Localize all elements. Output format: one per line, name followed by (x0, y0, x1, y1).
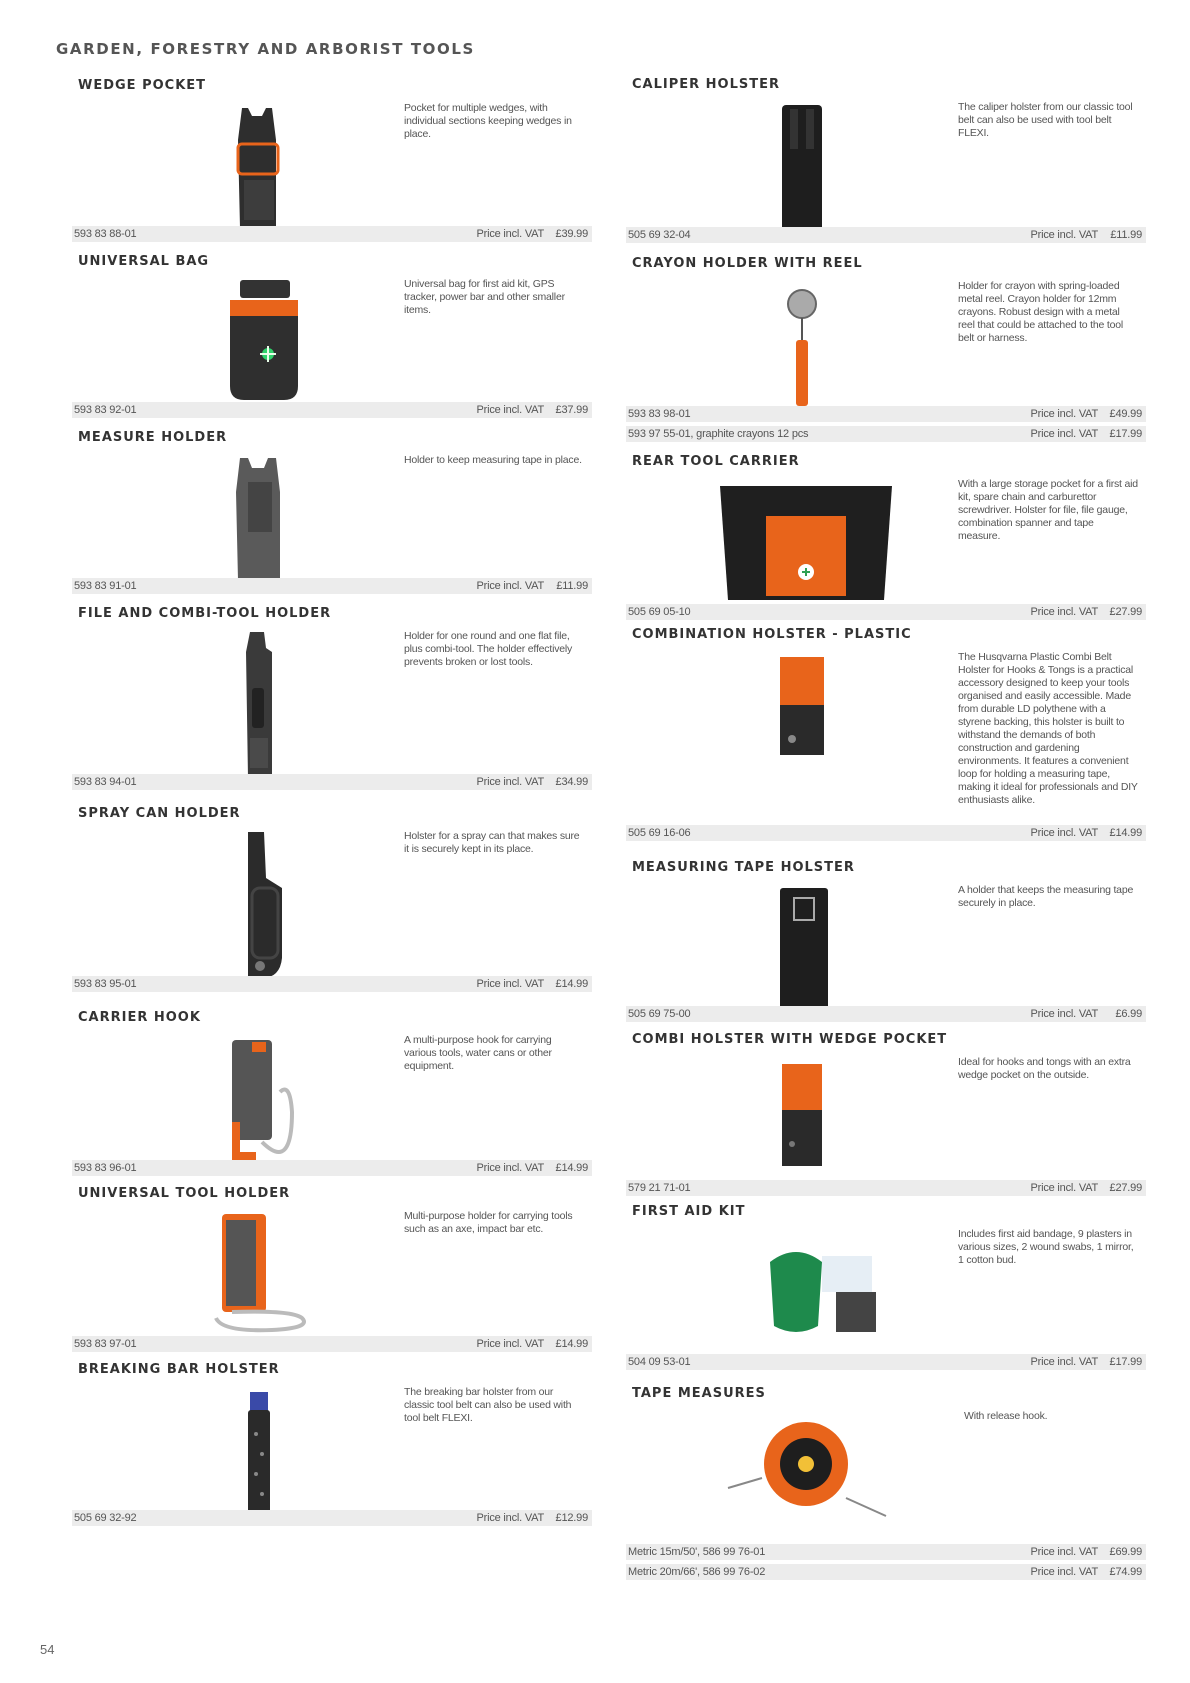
price-label: Price incl. VAT (1030, 229, 1098, 241)
product-title: MEASURING TAPE HOLSTER (632, 860, 855, 875)
article-number: Metric 20m/66', 586 99 76-02 (628, 1566, 766, 1578)
price-row (72, 1510, 592, 1526)
product-description: With a large storage pocket for a first aid kit, spare chain and carburettor screwdriver. Holster for file, file gauge, combination spanner and tape measure. (958, 478, 1138, 542)
price-value: £11.99 (1110, 229, 1142, 241)
price-value: £17.99 (1109, 428, 1142, 440)
article-number: 505 69 32-04 (628, 229, 691, 241)
price-label: Price incl. VAT (476, 1338, 544, 1350)
product-description: Ideal for hooks and tongs with an extra wedge pocket on the outside. (958, 1056, 1131, 1081)
price-value: £11.99 (556, 580, 588, 592)
price-label: Price incl. VAT (1030, 606, 1098, 618)
price-label: Price incl. VAT (1030, 428, 1098, 440)
crayon-holder-image (706, 278, 966, 418)
price-row (626, 406, 1146, 422)
price-row (626, 825, 1146, 841)
article-number: 593 83 96-01 (74, 1162, 137, 1174)
wedge-pocket-image (152, 100, 412, 240)
article-number: 505 69 05-10 (628, 606, 691, 618)
price-value: £27.99 (1109, 1182, 1142, 1194)
article-number: 593 83 98-01 (628, 408, 691, 420)
product-title: FILE AND COMBI-TOOL HOLDER (78, 606, 332, 621)
price-value: £14.99 (555, 978, 588, 990)
price-row (72, 226, 592, 242)
price-label: Price incl. VAT (476, 1512, 544, 1524)
product-wedge-pocket (72, 78, 592, 244)
product-title: CRAYON HOLDER WITH REEL (632, 256, 863, 271)
price-row (72, 578, 592, 594)
product-description: Pocket for multiple wedges, with individual sections keeping wedges in place. (404, 102, 572, 140)
combi-holster-image (706, 1054, 966, 1194)
product-rear-tool-carrier (626, 454, 1146, 620)
article-number: 593 83 91-01 (74, 580, 137, 592)
product-description: A holder that keeps the measuring tape securely in place. (958, 884, 1134, 909)
price-row (626, 1564, 1146, 1580)
universal-tool-holder-image (152, 1208, 412, 1348)
article-number: 579 21 71-01 (628, 1182, 691, 1194)
price-value: £17.99 (1109, 1356, 1142, 1368)
product-measuring-tape-holster (626, 860, 1146, 1026)
product-description: Multi-purpose holder for carrying tools such as an axe, impact bar etc. (404, 1210, 573, 1235)
file-holder-image (152, 628, 412, 788)
price-value: £39.99 (555, 228, 588, 240)
product-file-and-combi-tool-holder (72, 606, 592, 792)
price-row (626, 1180, 1146, 1196)
product-breaking-bar-holster (72, 1362, 592, 1528)
product-description: With release hook. (964, 1410, 1048, 1422)
caliper-holster-image (706, 99, 966, 239)
article-number: 593 83 97-01 (74, 1338, 137, 1350)
product-caliper-holster (626, 77, 1146, 243)
breaking-bar-holster-image (152, 1384, 412, 1524)
product-title: TAPE MEASURES (632, 1386, 766, 1401)
product-title: BREAKING BAR HOLSTER (78, 1362, 280, 1377)
product-title: COMBI HOLSTER WITH WEDGE POCKET (632, 1032, 948, 1047)
price-value: £14.99 (555, 1162, 588, 1174)
price-value: £74.99 (1109, 1566, 1142, 1578)
product-universal-bag (72, 254, 592, 420)
spray-can-holder-image (152, 828, 412, 988)
product-description: A multi-purpose hook for carrying various tools, water cans or other equipment. (404, 1034, 552, 1072)
price-label: Price incl. VAT (1030, 408, 1098, 420)
product-first-aid-kit (626, 1204, 1146, 1370)
measure-holder-image (152, 452, 412, 592)
product-tape-measures (626, 1386, 1146, 1582)
price-label: Price incl. VAT (1030, 1008, 1098, 1020)
product-title: REAR TOOL CARRIER (632, 454, 800, 469)
article-number: 504 09 53-01 (628, 1356, 691, 1368)
price-row (626, 1544, 1146, 1560)
price-value: £14.99 (1109, 827, 1142, 839)
price-label: Price incl. VAT (1030, 827, 1098, 839)
product-spray-can-holder (72, 806, 592, 992)
product-description: Holder for one round and one flat file, plus combi-tool. The holder effectively prevents broken or lost tools. (404, 630, 573, 668)
article-number: 593 97 55-01, graphite crayons 12 pcs (628, 428, 809, 440)
price-label: Price incl. VAT (1030, 1182, 1098, 1194)
article-number: 505 69 16-06 (628, 827, 691, 839)
price-value: £12.99 (555, 1512, 588, 1524)
product-carrier-hook (72, 1010, 592, 1176)
product-description: The Husqvarna Plastic Combi Belt Holster for Hooks & Tongs is a practical accessory designed to keep your tools organised and easily accessible. Made from durable LD polythene with a styrene backing, this holster is built to withstand the demands of both construction and gardening environments. It features a convenient loop for holding a measuring tape, making it ideal for professionals and DIY enthusiasts alike. (958, 651, 1138, 806)
article-number: 593 83 95-01 (74, 978, 137, 990)
article-number: 593 83 94-01 (74, 776, 137, 788)
product-description: The caliper holster from our classic tool belt can also be used with tool belt FLEXI. (958, 101, 1133, 139)
product-description: Holder for crayon with spring-loaded metal reel. Crayon holder for 12mm crayons. Robust design with a metal reel that could be attached to the tool belt or harness. (958, 280, 1123, 344)
product-description: Holder to keep measuring tape in place. (404, 454, 582, 466)
product-title: FIRST AID KIT (632, 1204, 746, 1219)
product-description: Universal bag for first aid kit, GPS tracker, power bar and other smaller items. (404, 278, 565, 316)
product-universal-tool-holder (72, 1186, 592, 1352)
price-row (72, 1336, 592, 1352)
page-title: GARDEN, FORESTRY AND ARBORIST TOOLS (56, 40, 475, 58)
price-label: Price incl. VAT (476, 1162, 544, 1174)
article-number: Metric 15m/50', 586 99 76-01 (628, 1546, 766, 1558)
price-row (626, 604, 1146, 620)
article-number: 505 69 32-92 (74, 1512, 137, 1524)
article-number: 505 69 75-00 (628, 1008, 691, 1020)
page-number: 54 (40, 1642, 55, 1657)
price-label: Price incl. VAT (1030, 1566, 1098, 1578)
price-row (626, 1354, 1146, 1370)
price-value: £69.99 (1109, 1546, 1142, 1558)
price-row (72, 1160, 592, 1176)
price-value: £6.99 (1115, 1008, 1142, 1020)
first-aid-kit-image (706, 1226, 966, 1366)
carrier-hook-image (152, 1032, 412, 1172)
product-description: Holster for a spray can that makes sure it is securely kept in its place. (404, 830, 580, 855)
price-row (626, 227, 1146, 243)
price-row (626, 1006, 1146, 1022)
price-label: Price incl. VAT (1030, 1356, 1098, 1368)
price-label: Price incl. VAT (476, 580, 544, 592)
price-label: Price incl. VAT (476, 228, 544, 240)
price-label: Price incl. VAT (1030, 1546, 1098, 1558)
price-row (72, 402, 592, 418)
product-measure-holder (72, 430, 592, 596)
article-number: 593 83 92-01 (74, 404, 137, 416)
product-combination-holster-plastic (626, 627, 1146, 841)
price-row (72, 774, 592, 790)
price-row (626, 426, 1146, 442)
price-row (72, 976, 592, 992)
product-title: UNIVERSAL BAG (78, 254, 210, 269)
product-title: COMBINATION HOLSTER - PLASTIC (632, 627, 912, 642)
tape-measures-image (706, 1408, 966, 1548)
product-description: The breaking bar holster from our classic tool belt can also be used with tool belt FLEXI. (404, 1386, 572, 1424)
product-title: SPRAY CAN HOLDER (78, 806, 241, 821)
price-value: £37.99 (555, 404, 588, 416)
universal-bag-image (152, 276, 412, 416)
price-label: Price incl. VAT (476, 404, 544, 416)
product-combi-holster-with-wedge-pocket (626, 1032, 1146, 1198)
product-crayon-holder-with-reel (626, 256, 1146, 446)
combination-holster-image (706, 649, 966, 789)
price-value: £49.99 (1109, 408, 1142, 420)
product-description: Includes first aid bandage, 9 plasters in various sizes, 2 wound swabs, 1 mirror, 1 cotton bud. (958, 1228, 1134, 1266)
price-value: £14.99 (555, 1338, 588, 1350)
price-value: £27.99 (1109, 606, 1142, 618)
product-title: WEDGE POCKET (78, 78, 207, 93)
rear-tool-carrier-image (706, 476, 966, 616)
product-title: CALIPER HOLSTER (632, 77, 781, 92)
price-value: £34.99 (555, 776, 588, 788)
product-title: MEASURE HOLDER (78, 430, 228, 445)
product-title: CARRIER HOOK (78, 1010, 201, 1025)
product-title: UNIVERSAL TOOL HOLDER (78, 1186, 291, 1201)
price-label: Price incl. VAT (476, 978, 544, 990)
article-number: 593 83 88-01 (74, 228, 137, 240)
measuring-tape-holster-image (706, 882, 966, 1022)
price-label: Price incl. VAT (476, 776, 544, 788)
